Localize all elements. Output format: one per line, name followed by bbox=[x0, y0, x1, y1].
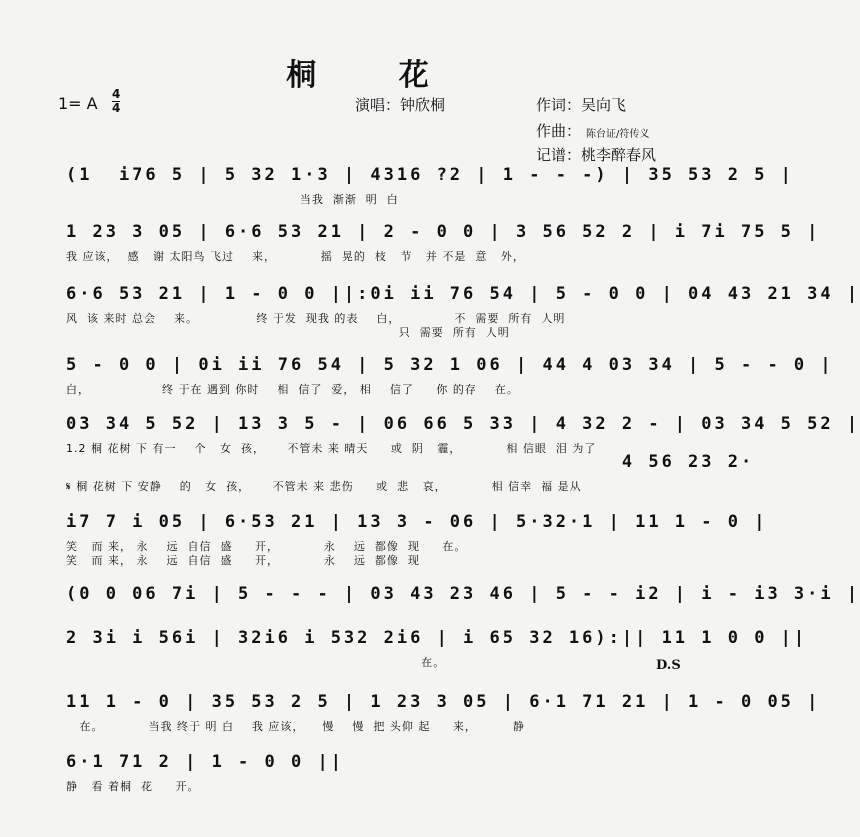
lyric-line: 1.2 桐 花树 下 有一 个 女 孩， 不管未 来 晴天 或 阴 霾， 相 信眼 泪 为了 bbox=[66, 442, 597, 455]
lyric-line: 在。 bbox=[66, 656, 446, 669]
time-sig-bottom: 4 bbox=[112, 101, 121, 115]
notation-row: 03 34 5 52 | 13 3 5 - | 06 66 5 33 | 4 32 2 - | 03 34 5 52 | bbox=[66, 414, 860, 434]
notation-row: 11 1 - 0 | 35 53 2 5 | 1 23 3 05 | 6·1 71 21 | 1 - 0 05 | bbox=[66, 692, 821, 712]
lyric-line: 只 需要 所有 人明 bbox=[66, 326, 510, 339]
notation-row: 2 3i i 56i | 32i6 i 532 2i6 | i 65 32 16):|| 11 1 0 0 || bbox=[66, 628, 808, 648]
lyric-line: 风 该 来时 总会 来。 终 于发 现我 的表 白， 不 需要 所有 人明 bbox=[66, 312, 566, 325]
lyric-line: 笑 而 来， 永 远 自信 盛 开， 永 远 都像 现 bbox=[66, 554, 420, 567]
time-sig-top: 4 bbox=[112, 87, 121, 101]
notation-row: 1 23 3 05 | 6·6 53 21 | 2 - 0 0 | 3 56 52 2 | i 7i 75 5 | bbox=[66, 222, 821, 242]
composer-credit: 陈台证/符传义 bbox=[586, 129, 650, 140]
notation-row: (1 i76 5 | 5 32 1·3 | 4316 ?2 | 1 - - -) | 35 53 2 5 | bbox=[66, 165, 794, 185]
lyric-line: 在。 当我 终于 明 白 我 应该， 慢 慢 把 头仰 起 来， 静 bbox=[66, 720, 525, 733]
notation-row: i7 7 i 05 | 6·53 21 | 13 3 - 06 | 5·32·1 | 11 1 - 0 | bbox=[66, 512, 768, 532]
lyric-line: 白， 终 于在 遇到 你时 相 信了 爱， 相 信了 你 的存 在。 bbox=[66, 383, 519, 396]
notation-row: 6·6 53 21 | 1 - 0 0 ||:0i ii 76 54 | 5 - 0 0 | 04 43 21 34 | bbox=[66, 284, 860, 304]
lyric-line: 𝄋 桐 花树 下 安静 的 女 孩， 不管未 来 悲伤 或 悲 哀， 相 信幸 福 是从 bbox=[66, 480, 582, 493]
lyricist-credit: 作词：吴向飞 bbox=[536, 96, 627, 114]
singer-credit: 演唱：钟欣桐 bbox=[355, 96, 446, 114]
notation-row: 4 56 23 2· bbox=[66, 452, 755, 472]
lyric-line: 笑 而 来， 永 远 自信 盛 开， 永 远 都像 现 在。 bbox=[66, 540, 467, 553]
ds-mark: D.S bbox=[656, 658, 681, 673]
lyric-line: 我 应该， 感 谢 太阳鸟 飞过 来， 摇 晃的 枝 节 并 不是 意 外， bbox=[66, 250, 525, 263]
lyric-line: 当我 渐渐 明 白 bbox=[66, 193, 399, 206]
composer-label: 作曲： bbox=[536, 122, 582, 140]
notation-row: (0 0 06 7i | 5 - - - | 03 43 23 46 | 5 - - i2 | i - i3 3·i | bbox=[66, 584, 860, 604]
notation-row: 5 - 0 0 | 0i ii 76 54 | 5 32 1 06 | 44 4 03 34 | 5 - - 0 | bbox=[66, 355, 834, 375]
song-title: 桐 花 bbox=[286, 58, 465, 93]
transcriber-credit: 记谱：桃李醉春风 bbox=[536, 146, 657, 164]
key-signature: 1= A bbox=[58, 94, 98, 113]
lyric-line: 静 看 着桐 花 开。 bbox=[66, 780, 200, 793]
notation-row: 6·1 71 2 | 1 - 0 0 || bbox=[66, 752, 344, 772]
time-signature bbox=[112, 88, 120, 115]
